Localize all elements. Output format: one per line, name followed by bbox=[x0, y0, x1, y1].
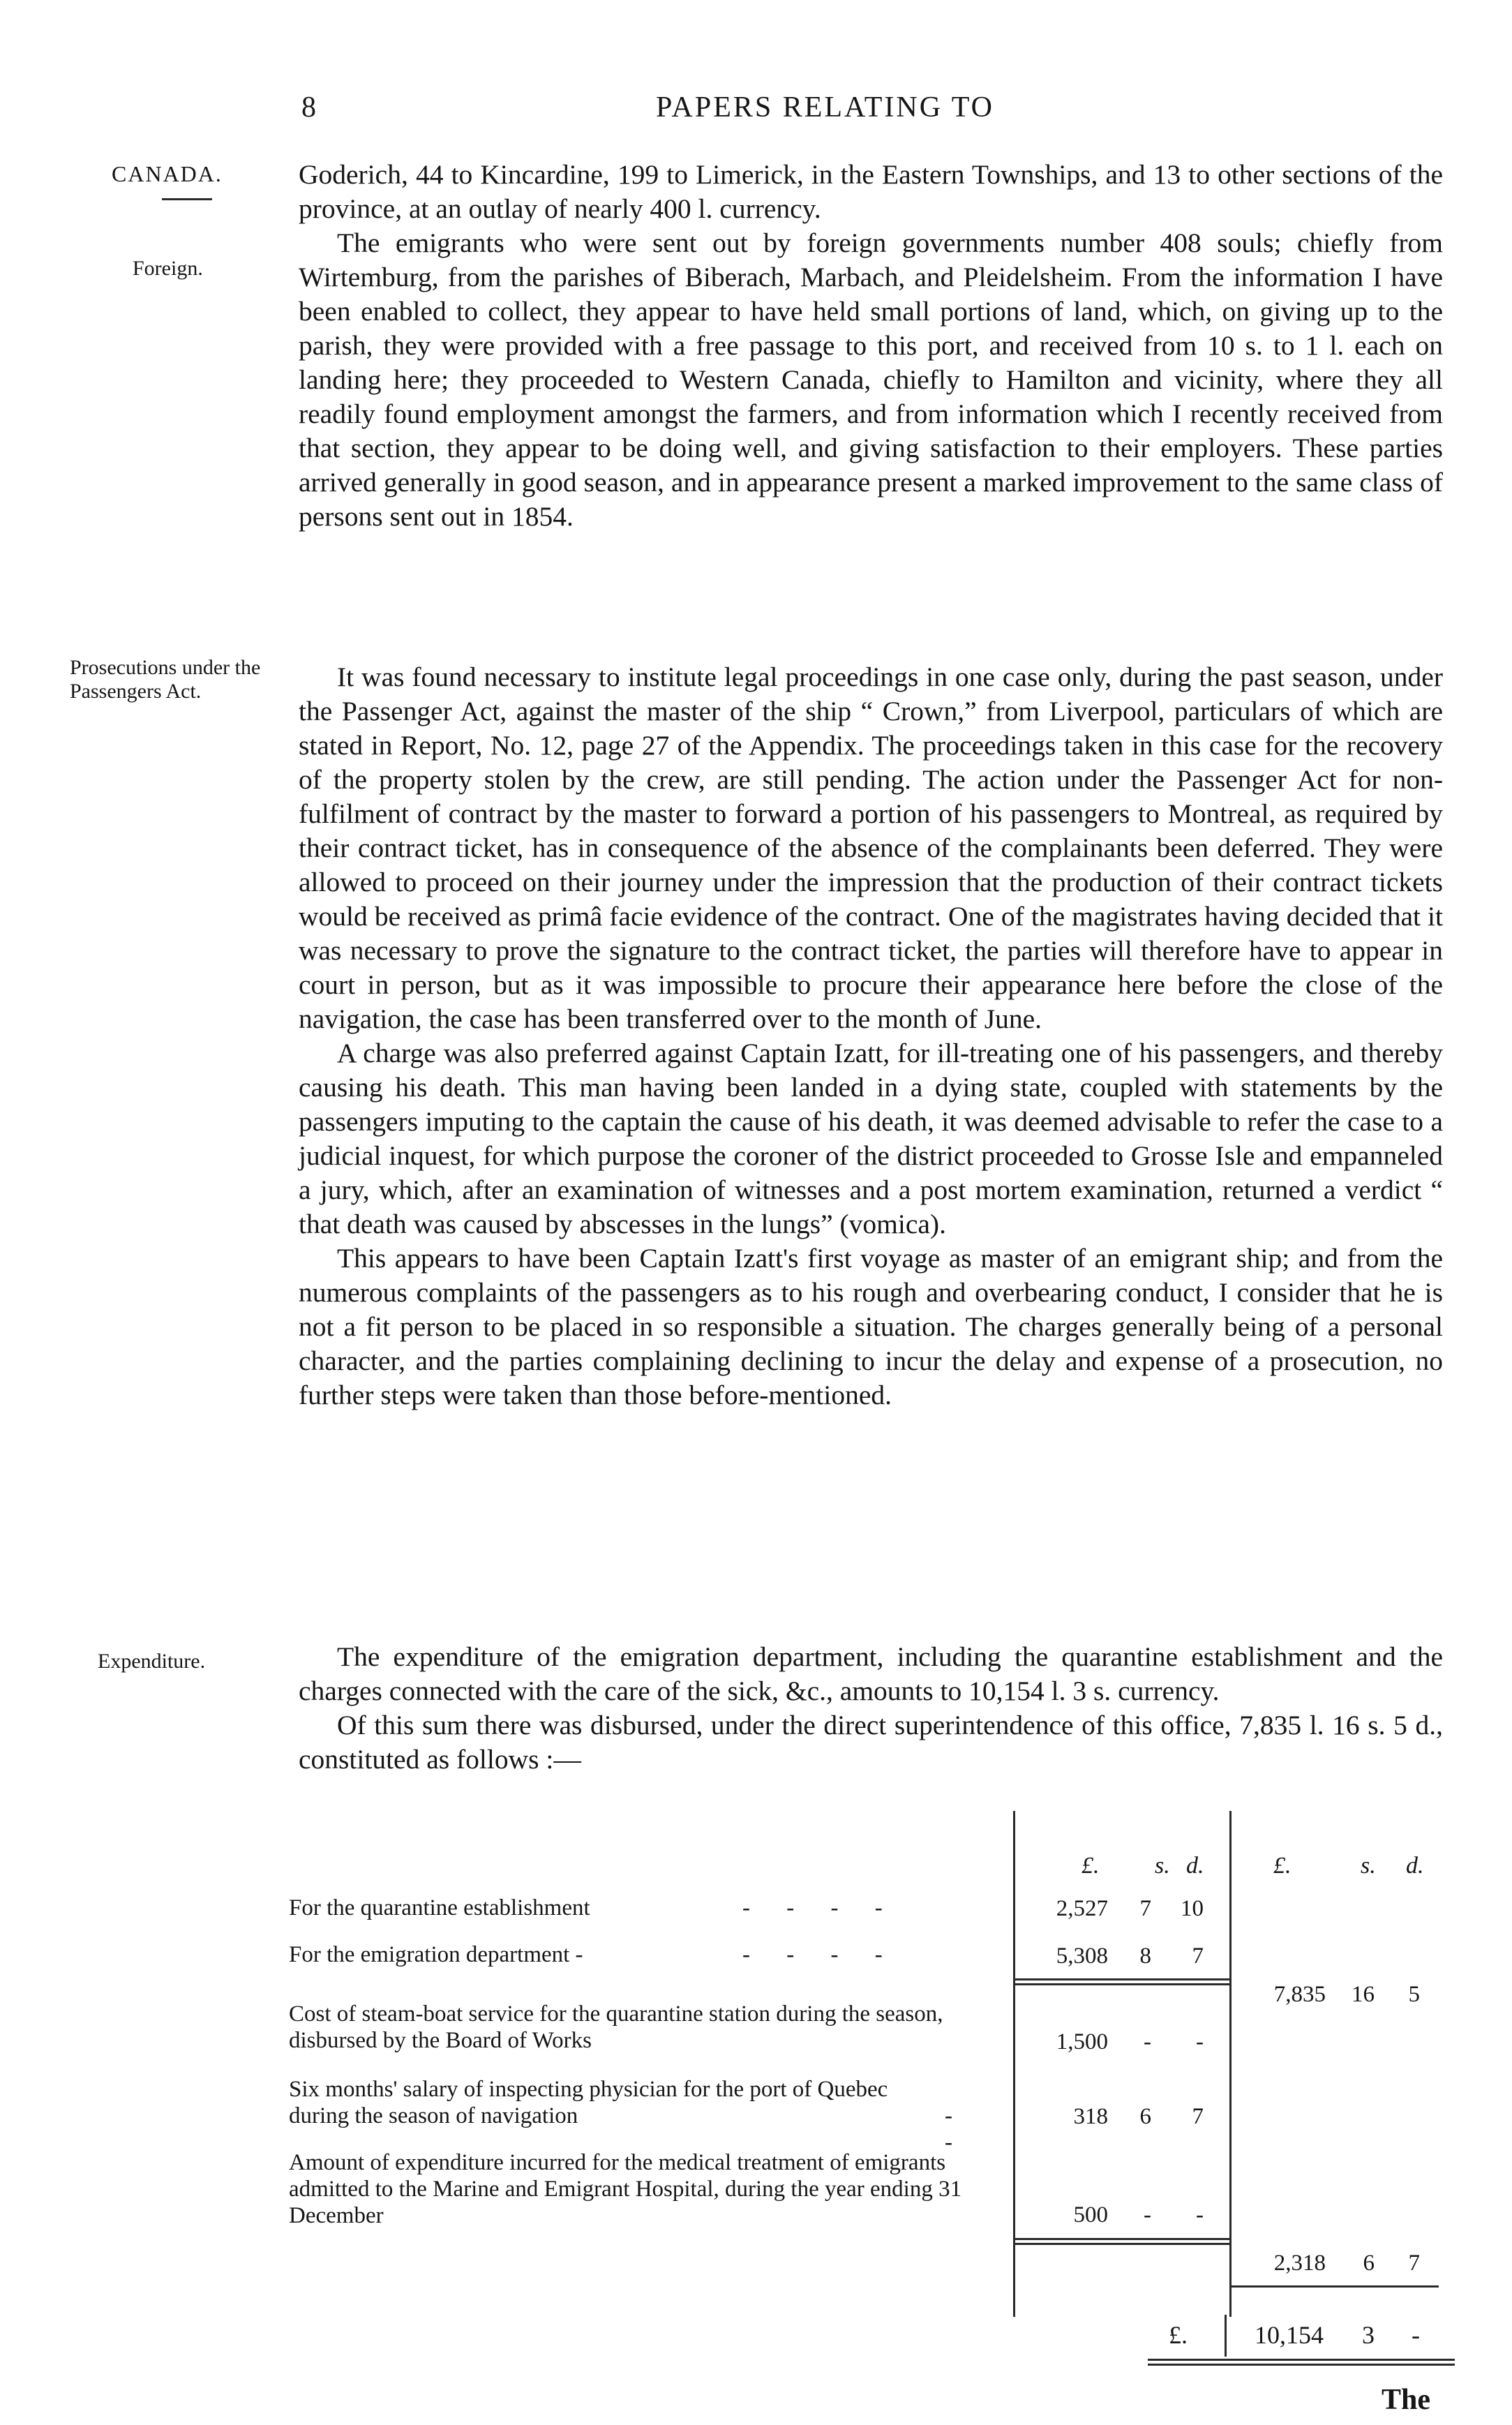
row-pounds: 2,527 bbox=[1056, 1896, 1108, 1921]
subtotal-pounds: 7,835 bbox=[1273, 1982, 1326, 2007]
leader-dots: - - - - bbox=[742, 1942, 898, 1967]
body-block-1 bbox=[299, 158, 1443, 534]
row-pence: 7 bbox=[1192, 2104, 1204, 2129]
subtotal-shillings: 6 bbox=[1363, 2251, 1375, 2276]
total-pounds: 10,154 bbox=[1255, 2321, 1324, 2349]
row-pence: 7 bbox=[1192, 1943, 1204, 1969]
table-row-label: Cost of steam-boat service for the quarantine station during the season, disbursed by the Board of Works bbox=[289, 2001, 943, 2053]
total-rule bbox=[1148, 2359, 1455, 2361]
row-pence: - bbox=[1196, 2029, 1204, 2054]
running-title: PAPERS RELATING TO bbox=[656, 91, 994, 124]
subtotal-rule bbox=[1013, 1978, 1229, 1980]
paragraph-5: This appears to have been Captain Izatt's first voyage as master of an emigrant ship; and from the numerous complaints of the passengers as to his rough and overbearing conduct, I consider that he is not a fit person to be placed in so responsible a situation. The charges generally being of a personal character, and the parties complaining declining to incur the delay and expense of a prosecution, no further steps were taken than those before-mentioned. bbox=[299, 1243, 1443, 1410]
row-pounds: 5,308 bbox=[1056, 1943, 1108, 1969]
total-rule bbox=[1148, 2364, 1455, 2366]
subtotal-pence: 5 bbox=[1408, 1982, 1420, 2007]
row-text: Six months' salary of inspecting physician for the port of Quebec during the season of navigation bbox=[289, 2077, 888, 2128]
sidenote-expenditure: Expenditure. bbox=[98, 1650, 206, 1673]
paragraph-3: It was found necessary to institute legal proceedings in one case only, during the past season, under the Passenger Act, against the master of the ship “ Crown,” from Liverpool, particulars of which are stated in Report, No. 12, page 27 of the Appendix. The proceedings taken in this case for the recovery of the property stolen by the crew, are still pending. The action under the Passenger Act for non-fulfilment of contract by the master to forward a portion of his passengers to Montreal, as required by their contract ticket, has in consequence of the absence of the complainants been deferred. They were allowed to proceed on their journey under the impression that the production of their contract tickets would be received as primâ facie evidence of the contract. One of the magistrates having decided that it was necessary to prove the signature to the contract ticket, the parties will therefore have to appear in court in person, but as it was impossible to procure their appearance here before the close of the navigation, the case has been transferred over to the month of June. bbox=[299, 662, 1443, 1034]
leader-dots: - - bbox=[945, 2103, 968, 2155]
row-shillings: 6 bbox=[1139, 2104, 1151, 2129]
body-block-2 bbox=[299, 660, 1443, 1412]
header-shillings: s. bbox=[1361, 1853, 1376, 1879]
total-symbol: £. bbox=[1169, 2321, 1188, 2349]
page-number: 8 bbox=[301, 91, 316, 124]
sidenote-rule bbox=[162, 198, 212, 200]
header-shillings: s. bbox=[1155, 1853, 1170, 1879]
row-text: For the quarantine establishment bbox=[289, 1895, 590, 1920]
leader-dots: - - - - bbox=[742, 1895, 898, 1920]
header-pence: d. bbox=[1406, 1853, 1424, 1879]
header-pounds: £. bbox=[1081, 1853, 1100, 1879]
paragraph-2: The emigrants who were sent out by foreign governments number 408 souls; chiefly from Wirtemburg, from the parishes of Biberach, Marbach, and Pleidelsheim. From the information I have been enabled to collect, they appear to have held small portions of land, which, on giving up to the parish, they were provided with a free passage to this port, and received from 10 s. to 1 l. each on landing here; they proceeded to Western Canada, chiefly to Hamilton and vicinity, where they all readily found employment amongst the farmers, and from information which I recently received from that section, they appear to be doing well, and giving satisfaction to their employers. These parties arrived generally in good season, and in appearance present a marked improvement to the same class of persons sent out in 1854. bbox=[299, 227, 1443, 532]
row-pounds: 1,500 bbox=[1056, 2029, 1108, 2054]
header-pence: d. bbox=[1186, 1853, 1204, 1879]
column-rule bbox=[1013, 1811, 1015, 2317]
row-pence: - bbox=[1196, 2202, 1204, 2228]
header-pounds: £. bbox=[1273, 1853, 1292, 1879]
total-rule bbox=[1225, 2315, 1227, 2357]
page-header bbox=[0, 91, 1512, 133]
paragraph-6: The expenditure of the emigration department, including the quarantine establishment and the charges connected with the care of the sick, &c., amounts to 10,154 l. 3 s. currency. bbox=[299, 1641, 1443, 1706]
subtotal-rule bbox=[1013, 1983, 1229, 1985]
subtotal-pounds: 2,318 bbox=[1273, 2251, 1326, 2276]
row-shillings: 7 bbox=[1139, 1896, 1151, 1921]
row-pence: 10 bbox=[1181, 1896, 1204, 1921]
subtotal-rule bbox=[1013, 2243, 1229, 2245]
body-block-3 bbox=[299, 1640, 1443, 1777]
paragraph-1: Goderich, 44 to Kincardine, 199 to Limerick, in the Eastern Townships, and 13 to other sections of the province, at an outlay of nearly 400 l. currency. bbox=[299, 159, 1443, 224]
sidenote-prosecutions: Prosecutions under the Passengers Act. bbox=[70, 656, 261, 703]
row-shillings: 8 bbox=[1139, 1943, 1151, 1969]
subtotal-pence: 7 bbox=[1408, 2251, 1420, 2276]
column-rule bbox=[1229, 1811, 1232, 2317]
subtotal-shillings: 16 bbox=[1352, 1982, 1375, 2007]
paragraph-7: Of this sum there was disbursed, under the direct superintendence of this office, 7,835 l. 16 s. 5 d., constituted as follows :— bbox=[299, 1710, 1443, 1775]
subtotal-rule bbox=[1013, 2238, 1229, 2240]
row-text: For the emigration department - bbox=[289, 1942, 583, 1967]
paragraph-4: A charge was also preferred against Captain Izatt, for ill-treating one of his passengers, and thereby causing his death. This man having been landed in a dying state, coupled with statements by the passengers imputing to the captain the cause of his death, it was deemed advisable to refer the case to a judicial inquest, for which purpose the coroner of the district proceeded to Grosse Isle and empanneled a jury, which, after an examination of witnesses and a post mortem examination, returned a verdict “ that death was caused by abscesses in the lungs” (vomica). bbox=[299, 1038, 1443, 1239]
expenditure-table bbox=[286, 1811, 1472, 2369]
total-rule bbox=[1229, 2285, 1439, 2288]
total-shillings: 3 bbox=[1362, 2321, 1375, 2349]
table-row-label bbox=[289, 1941, 1001, 1968]
table-row-label: Amount of expenditure incurred for the medical treatment of emigrants admitted to the Marine and Emigrant Hospital, during the year ending 31 December bbox=[289, 2150, 962, 2228]
row-pounds: 500 bbox=[1073, 2202, 1108, 2228]
row-shillings: - bbox=[1144, 2202, 1151, 2228]
table-row-label bbox=[289, 2076, 968, 2155]
total-pence: - bbox=[1412, 2321, 1420, 2349]
catchword: The bbox=[1382, 2384, 1431, 2416]
row-shillings: - bbox=[1144, 2029, 1151, 2054]
row-pounds: 318 bbox=[1073, 2104, 1108, 2129]
table-row-label bbox=[289, 1895, 1001, 1921]
sidenote-foreign: Foreign. bbox=[133, 257, 203, 280]
sidenote-canada: CANADA. bbox=[112, 161, 223, 186]
